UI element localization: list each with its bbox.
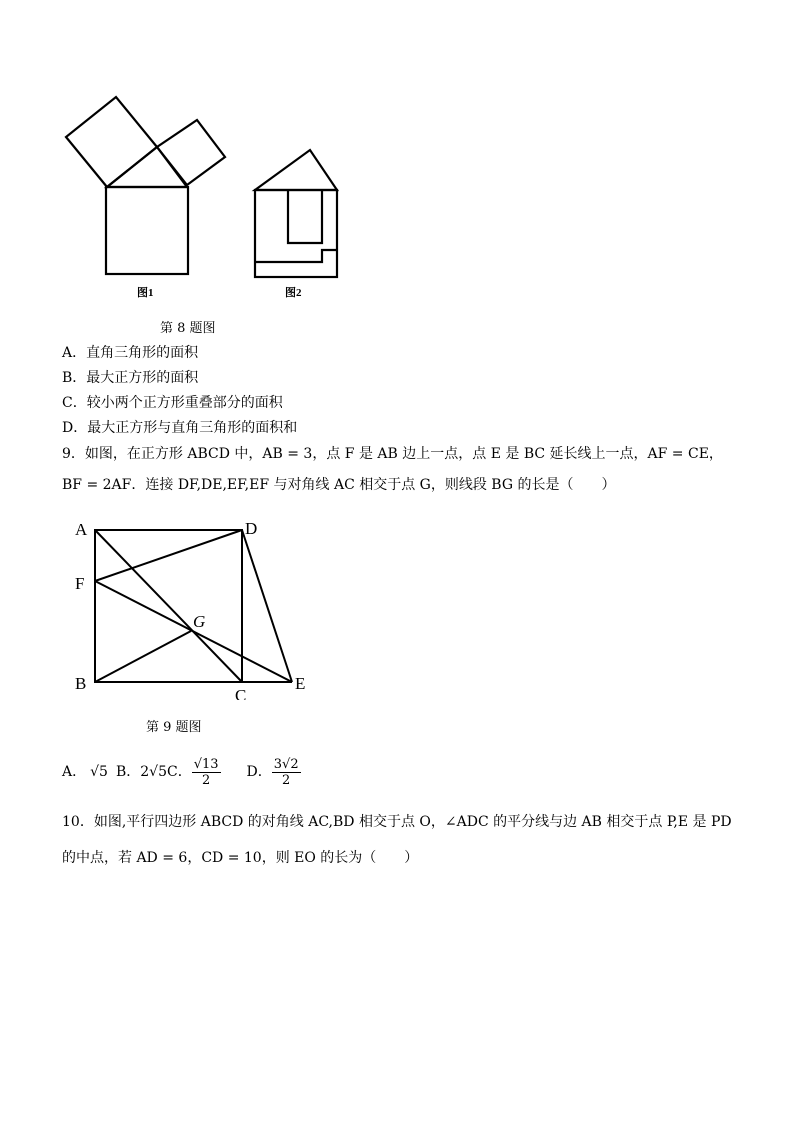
q9-option-c-numerator: √13: [193, 756, 219, 772]
q9-option-d-denominator: 2: [282, 772, 291, 788]
q8-option-d: D．最大正方形与直角三角形的面积和: [62, 420, 298, 436]
q8-option-a: A．直角三角形的面积: [62, 345, 199, 361]
fig1-label: 图1: [137, 287, 154, 299]
segment-ac: [95, 530, 242, 682]
fig2-inner-square-2: [255, 250, 337, 262]
q9-options: [62, 752, 301, 792]
q8-option-b: B．最大正方形的面积: [62, 370, 199, 386]
q9-option-c-denominator: 2: [201, 772, 211, 788]
label-d: D: [245, 519, 258, 538]
q9-option-d-label: D．: [246, 764, 272, 780]
q10-stem-line1: 10．如图,平行四边形 ABCD 的对角线 AC,BD 相交于点 O，∠ADC 的平分线与边 AB 相交于点 P,E 是 PD: [62, 814, 732, 830]
label-e: E: [295, 674, 306, 693]
fig1-large-square: [106, 187, 188, 274]
q8-option-c: C．较小两个正方形重叠部分的面积: [62, 395, 283, 411]
label-b: B: [75, 674, 87, 693]
q9-option-c-label: C．: [167, 764, 192, 780]
q9-option-d-fraction: [272, 757, 301, 788]
q9-option-b-value: 2√5: [140, 764, 167, 780]
q9-option-b-label: B．: [115, 764, 141, 780]
fig8-caption: 第 8 题图: [160, 321, 216, 336]
fig1-right-square: [157, 120, 225, 185]
label-g: G: [193, 612, 206, 631]
fig9-caption: 第 9 题图: [146, 720, 202, 735]
figure-9: [65, 515, 325, 700]
fig1-triangle: [107, 147, 187, 187]
fig2-triangle: [255, 150, 337, 190]
label-a: A: [75, 520, 88, 539]
label-f: F: [75, 574, 85, 593]
figure-8: [60, 90, 350, 310]
q9-option-a-value: √5: [90, 764, 108, 780]
q9-option-c-fraction: [192, 757, 221, 788]
fig2-label: 图2: [285, 287, 302, 299]
fig2-inner-square: [288, 190, 322, 243]
label-c: C: [235, 686, 247, 700]
q9-option-d-numerator: 3√2: [273, 756, 299, 772]
q9-stem-line2: BF = 2AF．连接 DF,DE,EF,EF 与对角线 AC 相交于点 G，则线段 BG 的长是（ ）: [62, 477, 616, 493]
q10-stem-line2: 的中点，若 AD = 6，CD = 10，则 EO 的长为（ ）: [62, 850, 419, 866]
fig1-left-square: [66, 97, 157, 187]
q9-stem-line1: 9．如图，在正方形 ABCD 中，AB = 3，点 F 是 AB 边上一点，点 E 是 BC 延长线上一点，AF = CE，: [62, 446, 723, 462]
segment-df: [95, 530, 242, 581]
fig2-large-square: [255, 190, 337, 277]
q9-option-a-label: A．: [62, 764, 87, 780]
segment-bg: [95, 631, 191, 682]
